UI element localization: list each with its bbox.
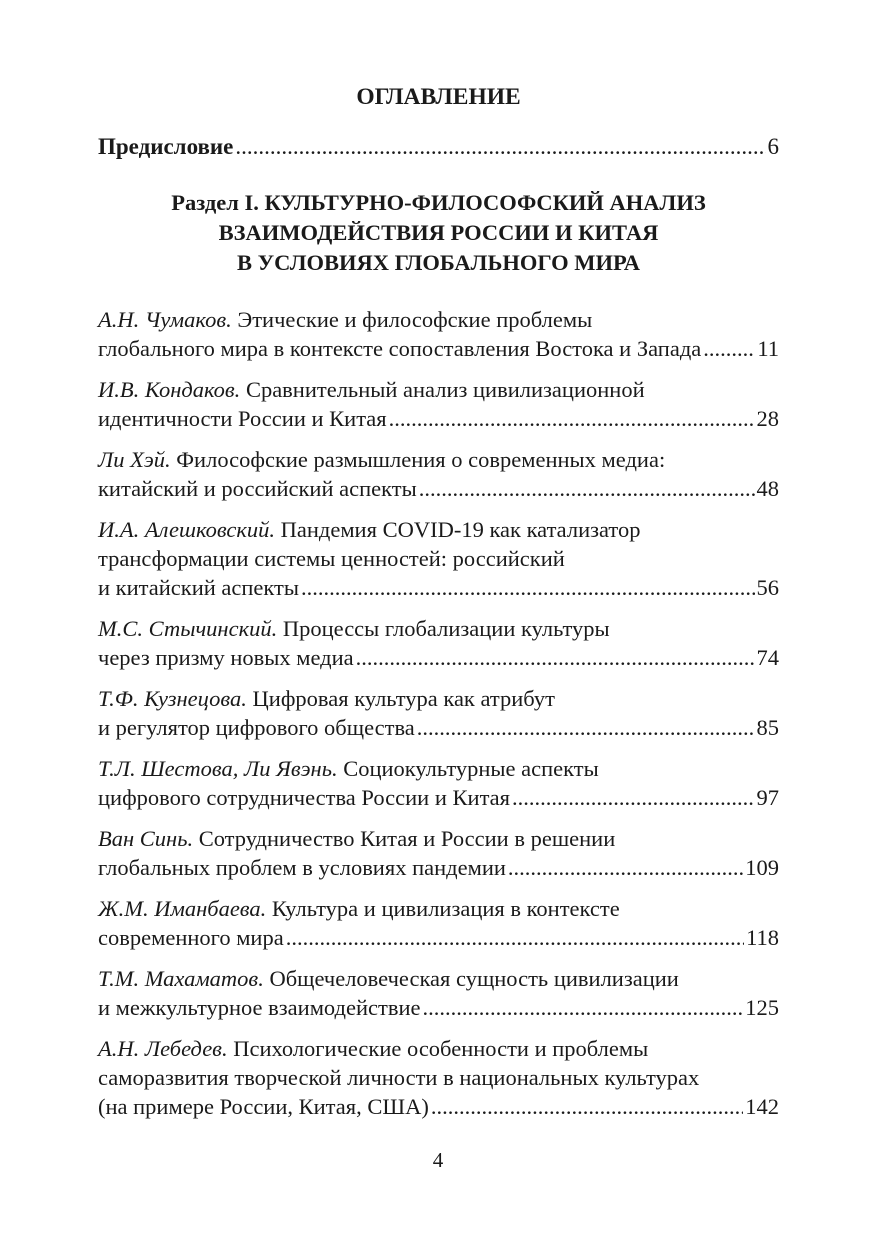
dot-leader: [286, 923, 744, 952]
table-of-contents: [98, 82, 779, 1133]
toc-entries: [98, 305, 779, 1121]
toc-entry-last-line: [98, 474, 779, 503]
entry-author: Т.Ф. Кузнецова.: [98, 686, 247, 711]
entry-title-text: идентичности России и Китая: [98, 406, 387, 431]
dot-leader: [703, 334, 755, 363]
toc-entry: [98, 754, 779, 812]
entry-title-text: и китайский аспекты: [98, 575, 299, 600]
dot-leader: [389, 404, 755, 433]
entry-author: Ж.М. Иманбаева.: [98, 896, 267, 921]
toc-entry-last-line: [98, 993, 779, 1022]
entry-author: Т.М. Махаматов.: [98, 966, 264, 991]
toc-entry-preface: [98, 132, 779, 162]
toc-entry-last-line: [98, 713, 779, 742]
dot-leader: [301, 573, 755, 602]
toc-entry-last-line: [98, 643, 779, 672]
entry-title-text: китайский и российский аспекты: [98, 476, 417, 501]
dot-leader: [356, 643, 755, 672]
entry-page-number: 85: [756, 715, 779, 740]
section-heading-line: ВЗАИМОДЕЙСТВИЯ РОССИИ И КИТАЯ: [218, 220, 659, 245]
toc-entry: [98, 305, 779, 363]
page-title: ОГЛАВЛЕНИЕ: [356, 84, 521, 110]
entry-page-number: 56: [756, 575, 779, 600]
toc-entry: [98, 515, 779, 602]
entry-page-number: 97: [756, 785, 779, 810]
entry-title-text: современного мира: [98, 925, 284, 950]
entry-page-number: 125: [745, 995, 779, 1020]
preface-label: Предисловие: [98, 134, 234, 159]
toc-entry: [98, 684, 779, 742]
entry-title-text: Культура и цивилизация в контексте: [271, 896, 620, 921]
toc-entry-first-line: [98, 894, 779, 923]
toc-entry: [98, 445, 779, 503]
toc-entry-last-line: [98, 853, 779, 882]
section-heading-line: В УСЛОВИЯХ ГЛОБАЛЬНОГО МИРА: [236, 250, 641, 275]
toc-entry-first-line: [98, 515, 779, 544]
entry-title-text: через призму новых медиа: [98, 645, 354, 670]
entry-page-number: 48: [756, 476, 779, 501]
toc-entry-first-line: [98, 305, 779, 334]
entry-title-text: Цифровая культура как атрибут: [252, 686, 555, 711]
entry-title-text: Этические и философские проблемы: [237, 307, 593, 332]
toc-entry-first-line: [98, 1034, 779, 1063]
toc-entry: [98, 894, 779, 952]
toc-entry-first-line: [98, 964, 779, 993]
entry-title-text: (на примере России, Китая, США): [98, 1094, 429, 1119]
entry-title-text: цифрового сотрудничества России и Китая: [98, 785, 511, 810]
toc-entry-last-line: [98, 334, 779, 363]
toc-entry-last-line: [98, 573, 779, 602]
entry-title-text: саморазвития творческой личности в национальных культурах: [98, 1065, 700, 1090]
toc-entry-first-line: [98, 614, 779, 643]
entry-author: А.Н. Лебедев.: [98, 1036, 228, 1061]
toc-entry-last-line: [98, 783, 779, 812]
dot-leader: [431, 1092, 743, 1121]
toc-entry-first-line: [98, 684, 779, 713]
entry-author: М.С. Стычинский.: [98, 616, 278, 641]
page-number: 4: [432, 1148, 444, 1172]
toc-entry: [98, 614, 779, 672]
entry-title-text: трансформации системы ценностей: российский: [98, 546, 565, 571]
toc-entry-first-line: [98, 445, 779, 474]
entry-title-text: и межкультурное взаимодействие: [98, 995, 421, 1020]
entry-author: Ли Хэй.: [98, 447, 171, 472]
entry-page-number: 11: [757, 336, 779, 361]
entry-title-text: глобального мира в контексте сопоставления Востока и Запада: [98, 336, 702, 361]
toc-entry: [98, 375, 779, 433]
preface-page: 6: [767, 134, 779, 159]
entry-title-text: Процессы глобализации культуры: [282, 616, 610, 641]
toc-entry: [98, 824, 779, 882]
entry-page-number: 109: [745, 855, 779, 880]
entry-title-text: Сотрудничество Китая и России в решении: [198, 826, 616, 851]
entry-title-text: Психологические особенности и проблемы: [233, 1036, 649, 1061]
entry-page-number: 28: [756, 406, 779, 431]
entry-title-text: Философские размышления о современных медиа:: [176, 447, 666, 472]
entry-page-number: 74: [756, 645, 779, 670]
entry-author: Ван Синь.: [98, 826, 194, 851]
entry-title-text: глобальных проблем в условиях пандемии: [98, 855, 506, 880]
entry-title-text: Пандемия COVID-19 как катализатор: [280, 517, 641, 542]
section-heading-line: Раздел I. КУЛЬТУРНО-ФИЛОСОФСКИЙ АНАЛИЗ: [171, 190, 706, 215]
toc-entry-first-line: [98, 824, 779, 853]
entry-title-text: Сравнительный анализ цивилизационной: [245, 377, 645, 402]
entry-title-text: Социокультурные аспекты: [343, 756, 599, 781]
entry-page-number: 142: [745, 1094, 779, 1119]
entry-title-text: Общечеловеческая сущность цивилизации: [269, 966, 679, 991]
toc-entry: [98, 1034, 779, 1121]
entry-page-number: 118: [746, 925, 779, 950]
entry-author: И.А. Алешковский.: [98, 517, 275, 542]
entry-author: А.Н. Чумаков.: [98, 307, 232, 332]
toc-entry: [98, 964, 779, 1022]
dot-leader: [422, 993, 743, 1022]
entry-author: Т.Л. Шестова, Ли Явэнь.: [98, 756, 338, 781]
toc-entry-first-line: [98, 375, 779, 404]
section-heading: [98, 188, 779, 278]
entry-title-text: и регулятор цифрового общества: [98, 715, 415, 740]
toc-entry-first-line: [98, 754, 779, 783]
dot-leader: [417, 713, 755, 742]
dot-leader: [419, 474, 755, 503]
entry-author: И.В. Кондаков.: [98, 377, 241, 402]
toc-entry-last-line: [98, 1092, 779, 1121]
dot-leader: [508, 853, 743, 882]
dot-leader: [512, 783, 754, 812]
toc-entry-last-line: [98, 404, 779, 433]
toc-entry-last-line: [98, 923, 779, 952]
dot-leader: [235, 132, 765, 162]
